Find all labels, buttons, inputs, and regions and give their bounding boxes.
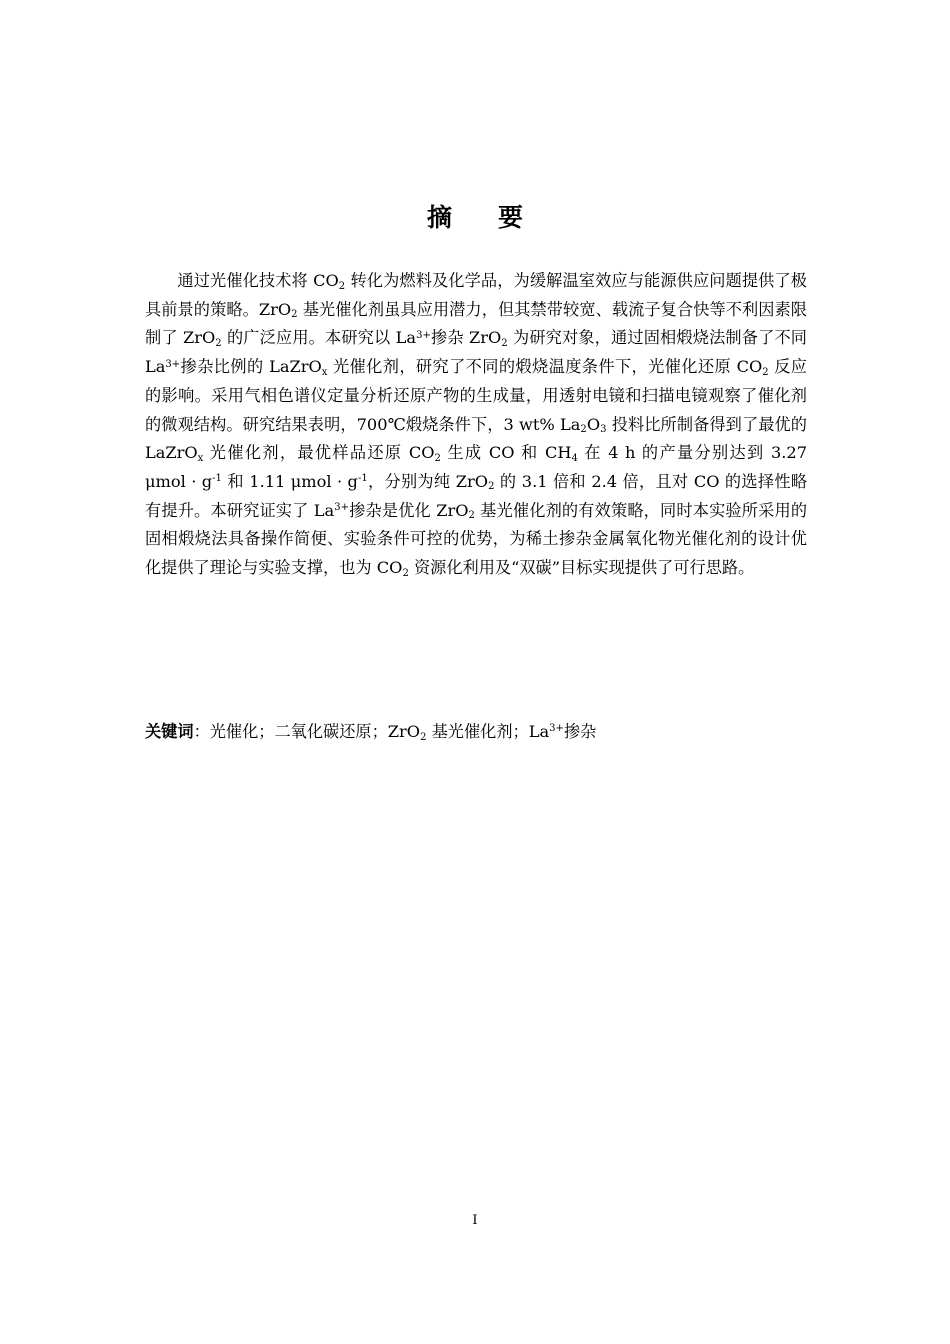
superscript: 3+ <box>334 502 349 514</box>
abstract-text: 在 4 h 的产量分别达到 3.27 μmol · g <box>145 443 807 491</box>
keywords-colon: ： <box>193 722 210 741</box>
subscript: 2 <box>402 567 409 579</box>
abstract-text: 转化为燃料及化学品，为缓解温室效应与能源供应问题提供了极具前景的策略。ZrO <box>145 271 807 319</box>
abstract-text: 投料比所制备得到了最优的 LaZrO <box>145 414 807 463</box>
subscript: x <box>197 452 204 464</box>
subscript: 2 <box>580 424 587 436</box>
subscript: x <box>321 366 328 378</box>
subscript: 2 <box>215 337 222 349</box>
subscript: 2 <box>501 337 508 349</box>
abstract-text: 通过光催化技术将 CO <box>177 271 339 290</box>
abstract-text: 掺杂 ZrO <box>430 328 502 348</box>
abstract-text: 资源化利用及“双碳”目标实现提供了可行思路。 <box>408 558 755 578</box>
page-number: I <box>472 1213 478 1228</box>
subscript: 2 <box>420 731 427 743</box>
abstract-text: ，分别为纯 ZrO <box>367 471 489 491</box>
keywords-label: 关键词 <box>145 722 194 741</box>
abstract-title <box>0 202 950 234</box>
keyword-text: 掺杂 <box>563 722 597 741</box>
abstract-text: 的广泛应用。本研究以 La <box>221 328 417 348</box>
subscript: 2 <box>468 510 475 522</box>
abstract-text: 基光催化剂虽具应用潜力，但其禁带较宽、载流子复合快等不利因素限制了 ZrO <box>145 299 807 348</box>
superscript: -1 <box>357 473 368 485</box>
abstract-text: 光催化剂，最优样品还原 CO <box>203 443 435 463</box>
abstract-text: 掺杂比例的 LaZrO <box>180 357 322 377</box>
subscript: 2 <box>762 366 769 378</box>
keywords-line <box>145 718 807 746</box>
abstract-text: 基光催化剂的有效策略，同时本实验所采用的固相煅烧法具备操作简便、实验条件可控的优势，为稀土掺杂金属氧化物光催化剂的设计优化提供了理论与实验支撑，也为 CO <box>145 500 808 578</box>
subscript: 4 <box>571 452 578 464</box>
abstract-text: 反应的影响。采用气相色谱仪定量分析还原产物的生成量，用透射电镜和扫描电镜观察了催化剂的微观结构。研究结果表明，700℃煅烧条件下，3 wt% La <box>145 357 807 434</box>
subscript: 2 <box>488 481 495 493</box>
abstract-text: 生成 CO 和 CH <box>440 443 572 463</box>
abstract-text: 和 1.11 μmol · g <box>221 471 358 491</box>
abstract-text: O <box>586 414 601 434</box>
superscript: 3+ <box>549 723 564 735</box>
abstract-text: 掺杂是优化 ZrO <box>349 500 469 520</box>
subscript: 2 <box>434 452 441 464</box>
superscript: -1 <box>212 473 222 485</box>
abstract-text: 光催化剂，研究了不同的煅烧温度条件下，光催化还原 CO <box>327 357 763 377</box>
abstract-body <box>145 267 807 583</box>
subscript: 2 <box>291 309 298 321</box>
superscript: 3+ <box>165 358 181 370</box>
title-char-1: 摘 <box>426 203 452 232</box>
title-char-2: 要 <box>498 203 524 232</box>
keyword-text: 基光催化剂；La <box>426 722 550 741</box>
keyword-text: 光催化；二氧化碳还原；ZrO <box>209 722 421 741</box>
superscript: 3+ <box>416 329 431 341</box>
subscript: 3 <box>600 424 607 436</box>
abstract-text: 的 3.1 倍和 2.4 倍，且对 CO 的选择性略有提升。本研究证实了 La <box>145 471 808 520</box>
subscript: 2 <box>338 280 346 292</box>
abstract-text: 为研究对象，通过固相煅烧法制备了不同 La <box>145 328 807 377</box>
